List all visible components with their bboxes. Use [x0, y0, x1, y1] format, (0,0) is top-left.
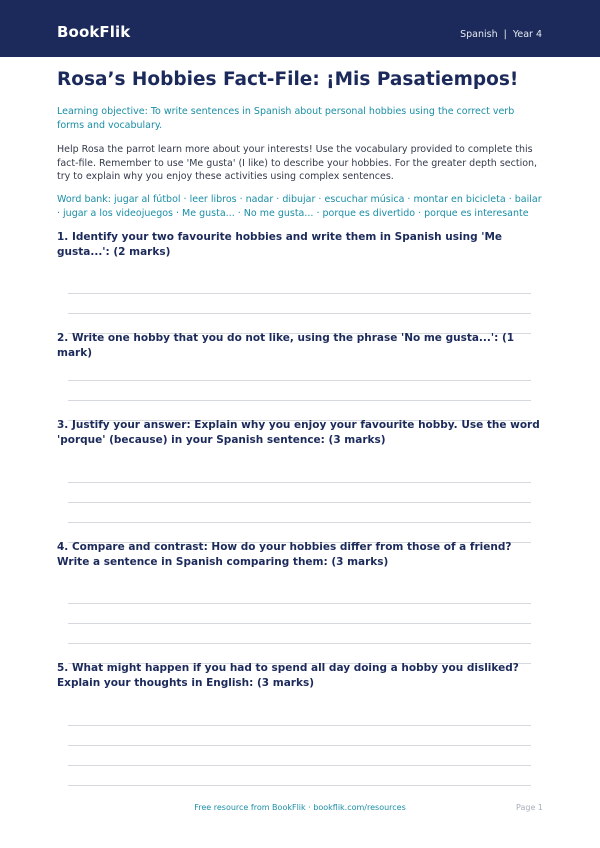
- page-title: Rosa’s Hobbies Fact-File: ¡Mis Pasatiempos!: [57, 69, 519, 90]
- subject-year-label: [460, 29, 542, 40]
- answer-line-q1-2[interactable]: [68, 313, 531, 314]
- subject-label: Spanish: [460, 29, 498, 40]
- footer-credit-link[interactable]: Free resource from BookFlik · bookflik.com/resources: [194, 803, 406, 812]
- answer-line-q5-2[interactable]: [68, 745, 531, 746]
- word-bank: Word bank: jugar al fútbol · leer libros · nadar · dibujar · escuchar música · montar en bicicleta · bailar · jugar a los videojuegos · Me gusta... · No me gusta... · porque es divertido · porque es interesante: [57, 193, 542, 219]
- brand-logo-text: BookFlik: [57, 23, 131, 41]
- answer-line-q2-1[interactable]: [68, 380, 531, 381]
- question-2: 2. Write one hobby that you do not like, using the phrase 'No me gusta...': (1 mark): [57, 332, 515, 359]
- answer-line-q1-1[interactable]: [68, 293, 531, 294]
- answer-line-q4-1[interactable]: [68, 603, 531, 604]
- question-5: 5. What might happen if you had to spend all day doing a hobby you disliked? Explain your thoughts in English: (3 marks): [57, 662, 519, 689]
- answer-line-q3-1[interactable]: [68, 482, 531, 483]
- answer-line-q3-2[interactable]: [68, 502, 531, 503]
- question-3: 3. Justify your answer: Explain why you enjoy your favourite hobby. Use the word 'porque' (because) in your Spanish sentence: (3 marks): [57, 419, 540, 446]
- answer-line-q2-2[interactable]: [68, 400, 531, 401]
- header-separator: |: [503, 29, 507, 40]
- answer-line-q5-4[interactable]: [68, 785, 531, 786]
- instructions-paragraph: Help Rosa the parrot learn more about your interests! Use the vocabulary provided to complete this fact-file. Remember to use 'Me gusta' (I like) to describe your hobbies. For the greater depth section, try to explain why you enjoy these activities using complex sentences.: [57, 144, 538, 183]
- question-1: 1. Identify your two favourite hobbies and write them in Spanish using 'Me gusta...': (2 marks): [57, 231, 503, 258]
- answer-line-q3-3[interactable]: [68, 522, 531, 523]
- answer-line-q5-3[interactable]: [68, 765, 531, 766]
- header-bar: [0, 0, 600, 57]
- question-4: 4. Compare and contrast: How do your hobbies differ from those of a friend? Write a sentence in Spanish comparing them: (3 marks): [57, 541, 512, 568]
- answer-line-q4-2[interactable]: [68, 623, 531, 624]
- answer-line-q5-1[interactable]: [68, 725, 531, 726]
- learning-objective: Learning objective: To write sentences in Spanish about personal hobbies using the correct verb forms and vocabulary.: [57, 106, 515, 131]
- worksheet-intro: [57, 64, 543, 220]
- page-number: Page 1: [516, 803, 543, 812]
- year-label: Year 4: [512, 29, 542, 40]
- answer-line-q4-3[interactable]: [68, 643, 531, 644]
